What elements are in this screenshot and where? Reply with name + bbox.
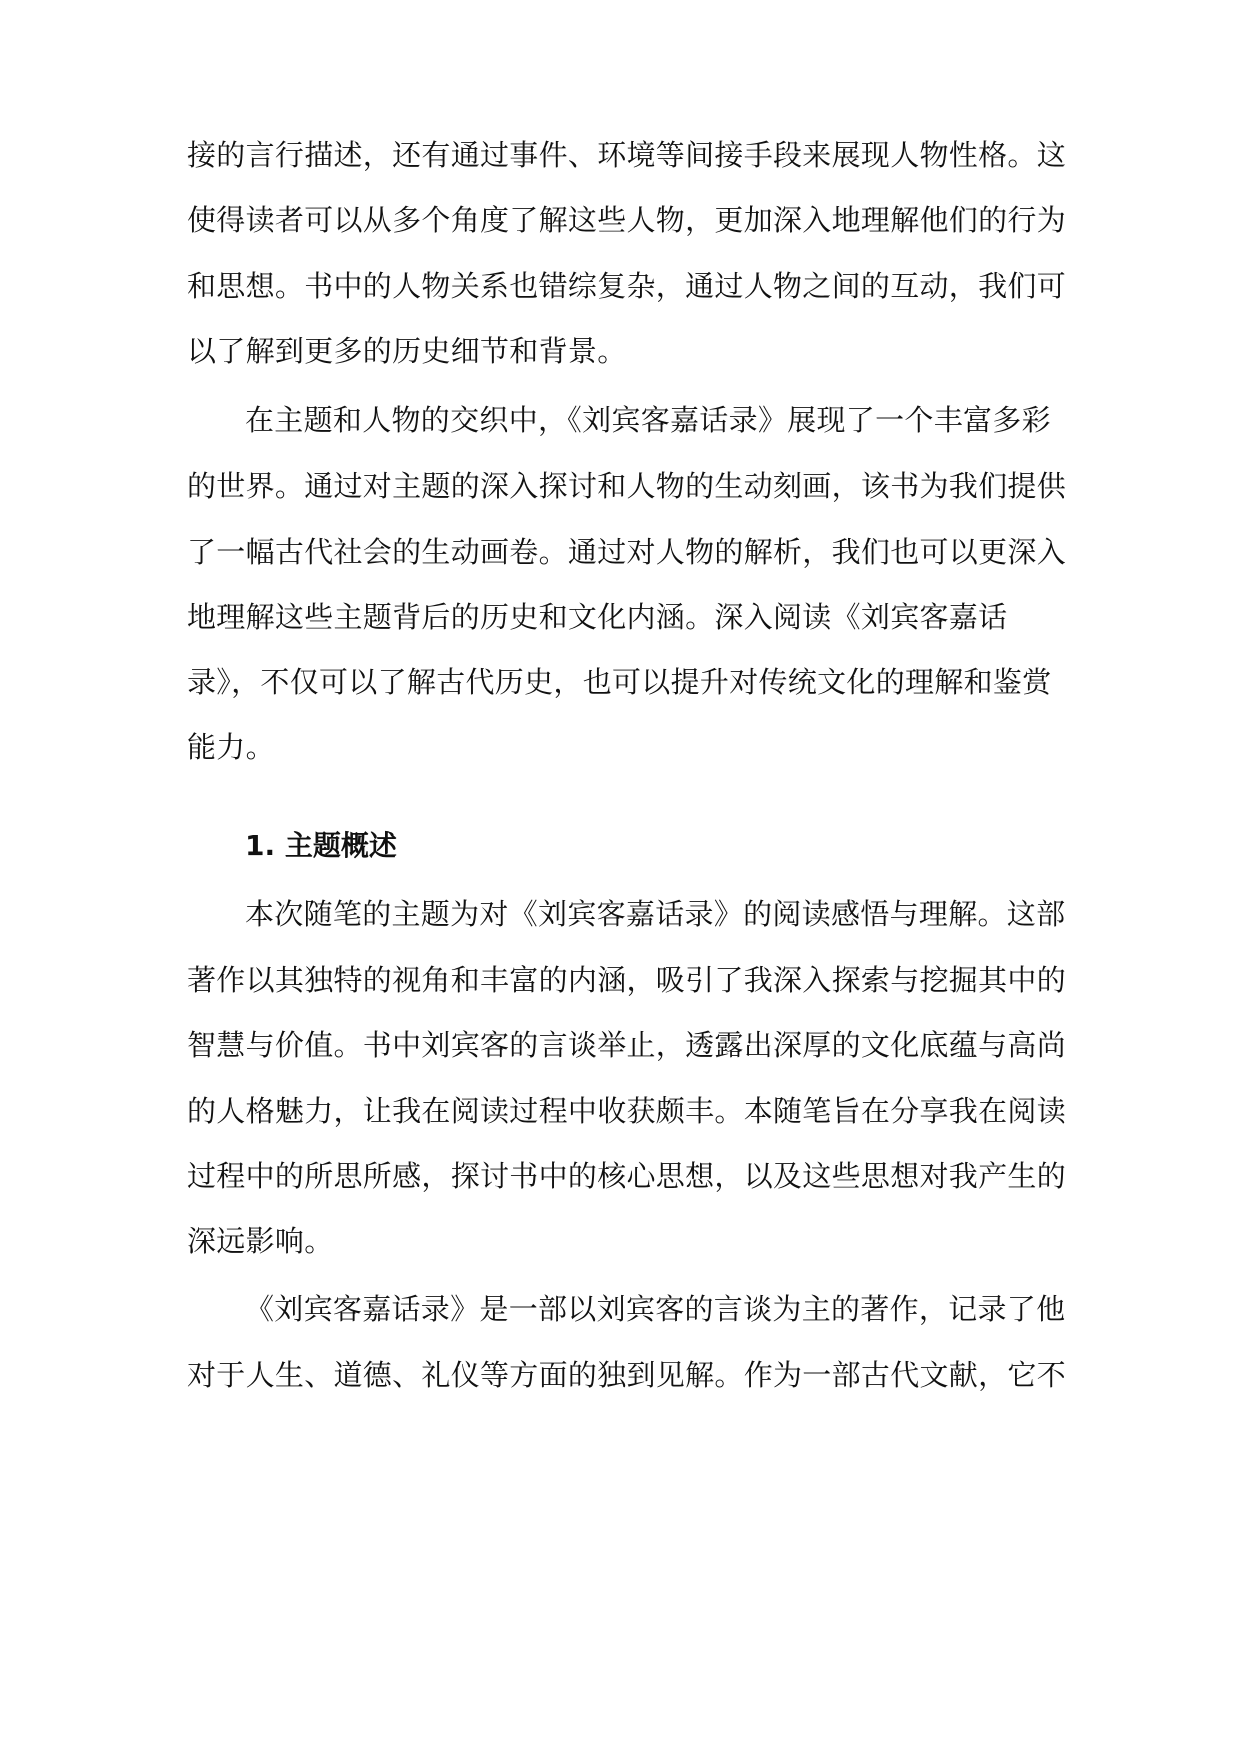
paragraph-1-line-4: 以了解到更多的历史细节和背景。	[187, 334, 627, 368]
paragraph-2-line-2: 的世界。通过对主题的深入探讨和人物的生动刻画，该书为我们提供	[187, 469, 1067, 503]
paragraph-2-line-6: 能力。	[187, 730, 275, 764]
paragraph-2-line-1: 在主题和人物的交织中，《刘宾客嘉话录》展现了一个丰富多彩	[245, 403, 1051, 437]
section-heading: 1. 主题概述	[245, 829, 397, 862]
paragraph-3-line-2: 著作以其独特的视角和丰富的内涵，吸引了我深入探索与挖掘其中的	[187, 963, 1067, 997]
paragraph-3-line-3: 智慧与价值。书中刘宾客的言谈举止，透露出深厚的文化底蕴与高尚	[187, 1028, 1067, 1062]
paragraph-2-line-5: 录》，不仅可以了解古代历史，也可以提升对传统文化的理解和鉴赏	[187, 665, 1052, 699]
paragraph-1-line-1: 接的言行描述，还有通过事件、环境等间接手段来展现人物性格。这	[187, 138, 1067, 172]
paragraph-1-line-2: 使得读者可以从多个角度了解这些人物，更加深入地理解他们的行为	[187, 203, 1067, 237]
paragraph-3-line-4: 的人格魅力，让我在阅读过程中收获颇丰。本随笔旨在分享我在阅读	[187, 1094, 1067, 1128]
paragraph-2-line-3: 了一幅古代社会的生动画卷。通过对人物的解析，我们也可以更深入	[187, 535, 1067, 569]
paragraph-1-line-3: 和思想。书中的人物关系也错综复杂，通过人物之间的互动，我们可	[187, 269, 1067, 303]
paragraph-3-line-5: 过程中的所思所感，探讨书中的核心思想，以及这些思想对我产生的	[187, 1159, 1067, 1193]
paragraph-3-line-1: 本次随笔的主题为对《刘宾客嘉话录》的阅读感悟与理解。这部	[245, 897, 1066, 931]
paragraph-4-line-2: 对于人生、道德、礼仪等方面的独到见解。作为一部古代文献，它不	[187, 1358, 1067, 1392]
paragraph-3-line-6: 深远影响。	[187, 1224, 334, 1258]
paragraph-2-line-4: 地理解这些主题背后的历史和文化内涵。深入阅读《刘宾客嘉话	[187, 600, 1008, 634]
paragraph-4-line-1: 《刘宾客嘉话录》是一部以刘宾客的言谈为主的著作，记录了他	[245, 1292, 1066, 1326]
